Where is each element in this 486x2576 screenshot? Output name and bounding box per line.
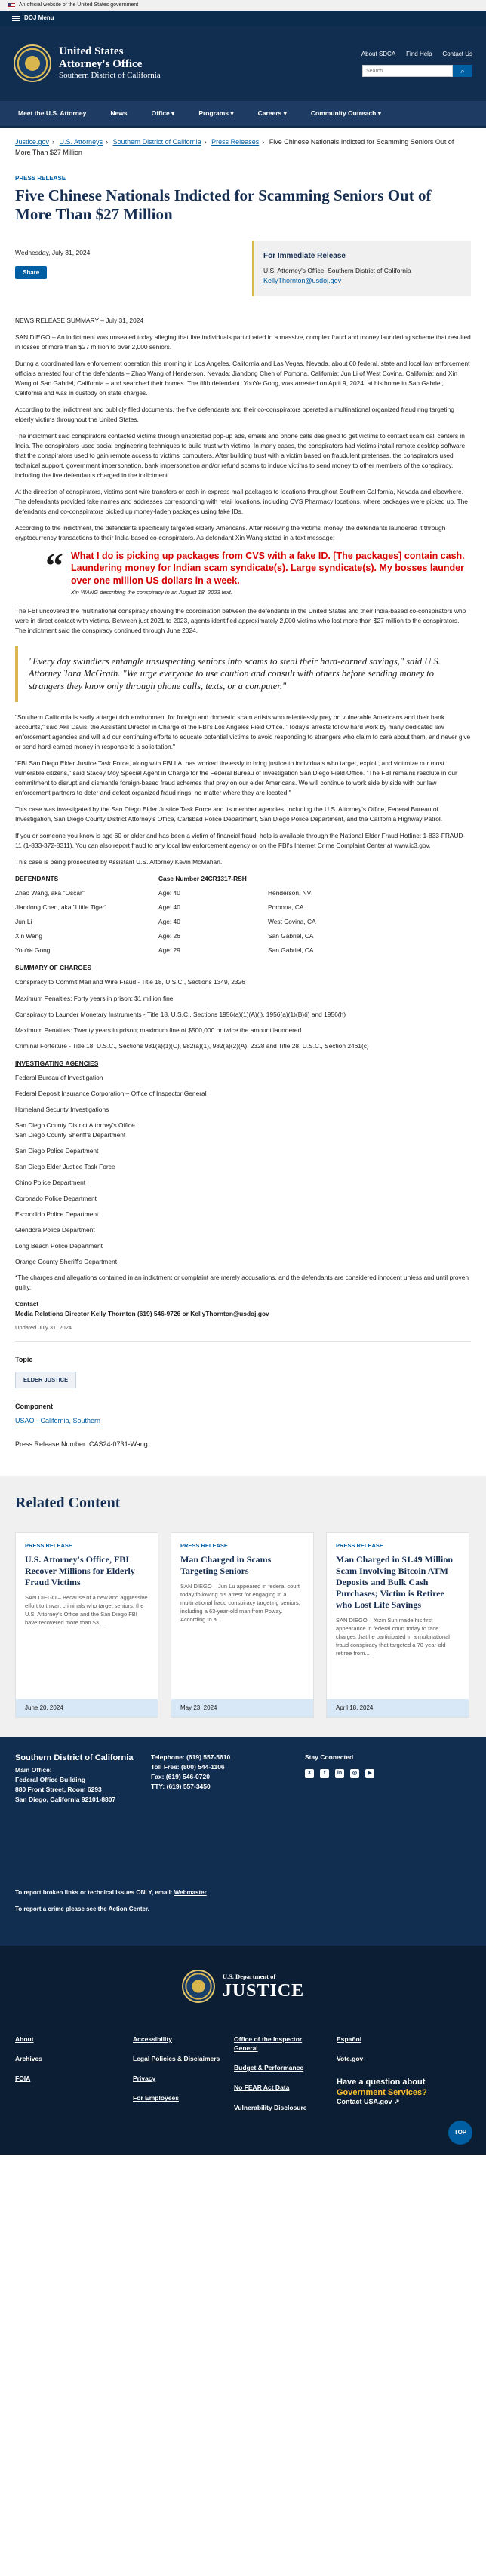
list-item: San Diego County Sheriff's Department <box>15 1130 126 1139</box>
contact-text: Media Relations Director Kelly Thornton (619) 546-9726 or KellyThornton@usdoj.gov <box>15 1309 269 1317</box>
x-icon[interactable]: X <box>305 1769 314 1778</box>
footer-address <box>15 1765 471 1804</box>
defendant-name: YouYe Gong <box>15 946 51 955</box>
defendant-city: Pomona, CA <box>268 903 304 912</box>
phone-line: TTY: (619) 557-3450 <box>151 1783 211 1791</box>
article-paragraph: SAN DIEGO – An indictment was unsealed today alleging that five individuals participated in a massive, complex fraud and money laundering scheme that resulted in losses of more than $27 million to over 2,000 seniors. <box>15 333 471 351</box>
phone-line: Toll Free: (800) 544-1106 <box>151 1762 225 1771</box>
defendant-city: San Gabriel, CA <box>268 932 314 940</box>
address-line: San Diego, California 92101-8807 <box>15 1795 116 1803</box>
footer-link-oig[interactable]: Office of the Inspector General <box>234 2035 303 2052</box>
instagram-icon[interactable]: ◎ <box>350 1769 359 1778</box>
disclaimer: *The charges and allegations contained in an indictment or complaint are merely accusations, and the defendants are considered innocent unless and until proven guilty. <box>15 1273 469 1291</box>
contact-us-link[interactable]: Contact Us <box>442 51 472 57</box>
list-item: Orange County Sheriff's Department <box>15 1257 118 1265</box>
list-item: Coronado Police Department <box>15 1194 97 1202</box>
footer-links <box>0 2027 486 2155</box>
card-date: April 18, 2024 <box>327 1699 469 1717</box>
contact-heading: Contact <box>15 1299 39 1308</box>
footer-link-accessibility[interactable]: Accessibility <box>133 2035 172 2043</box>
card-label: PRESS RELEASE <box>180 1541 228 1549</box>
agencies-heading: INVESTIGATING AGENCIES <box>15 1059 99 1067</box>
article-paragraph: This case is being prosecuted by Assistant U.S. Attorney Kevin McMahan. <box>15 858 223 866</box>
defendant-age: Age: 40 <box>158 889 180 897</box>
table-row <box>15 946 471 955</box>
doj-wordmark-line2: JUSTICE <box>222 1980 305 2001</box>
article-label: PRESS RELEASE <box>15 175 66 182</box>
list-item: San Diego Police Department <box>15 1146 99 1155</box>
card-title[interactable]: Man Charged in Scams Targeting Seniors <box>180 1554 272 1577</box>
footer-link-espanol[interactable]: Español <box>337 2035 362 2043</box>
case-number: Case Number 24CR1317-RSH <box>158 875 247 883</box>
related-heading: Related Content <box>15 1494 121 1511</box>
footer-contact <box>151 1753 230 1792</box>
article-paragraph: "FBI San Diego Elder Justice Task Force, along with FBI LA, has worked tirelessly to bring justice to individuals who target, exploit, and victimize our most vulnerable citizens," said Stacey Moy Special Agent in Charge for the Federal Bureau of Investigation San Diego Field Office. "The FBI remains resolute in our commitment to disrupt and dismantle foreign-based fraud schemes that prey on our elder Americans. We will continue to work side by side with our law enforcement partners to deter and defeat organized fraud rings, no matter where they are located." <box>15 759 457 797</box>
us-flag-icon <box>8 3 15 8</box>
footer-link-no-fear[interactable]: No FEAR Act Data <box>234 2084 290 2092</box>
footer-link-budget[interactable]: Budget & Performance <box>234 2064 304 2072</box>
article-paragraph: "Southern California is sadly a target rich environment for foreign and domestic scam artists who relentlessly prey on vulnerable Americans and their bank accounts," said Akil Davis, the Assistant Director in Charge of the FBI's Los Angeles Field Office. "Today's arrests follow hard work by many dedicated law enforcement agencies and will aid our continuing efforts to educate potential victims to avoid responding to strangers who claim to care about them, and never give or send hard-earned money in response to a solicitation." <box>15 713 471 751</box>
press-release-number: Press Release Number: CAS24-0731-Wang <box>15 1440 148 1449</box>
card-date: May 23, 2024 <box>171 1699 313 1717</box>
search-form <box>362 65 472 77</box>
doj-seal-logo[interactable] <box>182 1970 215 2003</box>
list-item: Escondido Police Department <box>15 1210 99 1218</box>
card-label: PRESS RELEASE <box>336 1541 383 1549</box>
stay-connected-label: Stay Connected <box>305 1753 354 1761</box>
doj-footer-brand <box>0 1946 486 2027</box>
phone-line: Fax: (619) 546-0720 <box>151 1772 210 1780</box>
site-title[interactable] <box>59 45 161 81</box>
footer-link-employees[interactable]: For Employees <box>133 2094 179 2102</box>
article-paragraph: At the direction of conspirators, victims sent wire transfers or cash in express mail packages to locations throughout Southern California, Nevada and elsewhere. The defendants provided fake names and addresses corresponding with retail locations, including CVS Pharmacy locations, where packages were picked up. The defendants and co-conspirators picked up money-laden packages using fake IDs. <box>15 488 468 516</box>
footer-link-about[interactable]: About <box>15 2035 34 2043</box>
list-item: Maximum Penalties: Forty years in prison; $1 million fine <box>15 994 174 1002</box>
footer-col-4 <box>337 2035 363 2075</box>
search-button[interactable]: ⌕ <box>453 65 472 77</box>
list-item: Chino Police Department <box>15 1178 86 1186</box>
card-title[interactable]: Man Charged in $1.49 Million Scam Involving Bitcoin ATM Deposits and Bulk Cash Purchases; Victim is Retiree who Lost Life Savings <box>336 1554 454 1611</box>
address-line: Main Office: <box>15 1766 52 1774</box>
site-title-line1: United States <box>59 45 124 58</box>
main-nav <box>0 101 486 128</box>
linkedin-icon[interactable]: in <box>335 1769 344 1778</box>
article-paragraph: According to the indictment, the defendants specifically targeted elderly Americans. After receiving the victims' money, the defendants laundered it through cryptocurrency transactions to their India-based co-conspirators. As defendant Xin Wang stated in a text message: <box>15 524 446 542</box>
card-description: SAN DIEGO – Jun Lu appeared in federal court today following his arrest for engaging in a multinational fraud conspiracy targeting seniors, including a 63-year-old man from Poway. According to a... <box>180 1583 300 1623</box>
footer-link-privacy[interactable]: Privacy <box>133 2075 156 2083</box>
release-heading: For Immediate Release <box>263 251 346 260</box>
defendant-city: San Gabriel, CA <box>268 946 314 955</box>
list-item: Federal Deposit Insurance Corporation – Office of Inspector General <box>15 1089 207 1097</box>
updated-date: Updated July 31, 2024 <box>15 1323 72 1331</box>
address-line: 880 Front Street, Room 6293 <box>15 1785 102 1793</box>
doj-seal-logo[interactable] <box>14 44 51 82</box>
charges-heading: SUMMARY OF CHARGES <box>15 964 91 972</box>
pull-quote: "Every day swindlers entangle unsuspecting seniors into scams to steal their hard-earned savings," said U.S. Attorney Tara McGrath. "We urge everyone to use caution and consult with others before sending money to strangers they know only through phone calls, texts, or a computer." <box>15 646 471 703</box>
component-link[interactable]: USAO - California, Southern <box>15 1417 101 1425</box>
defendants-table <box>15 874 471 955</box>
footer-col-2 <box>133 2035 220 2114</box>
list-item: Criminal Forfeiture - Title 18, U.S.C., Sections 981(a)(1)(C), 982(a)(1), 982(a)(2)(A), 2328 and Title 28, U.S.C., Section 2461(c) <box>15 1041 369 1050</box>
site-title-line2: Attorney's Office <box>59 57 143 70</box>
list-item: Long Beach Police Department <box>15 1241 103 1250</box>
doj-wordmark-line1: U.S. Department of <box>222 1973 276 1981</box>
list-item: Glendora Police Department <box>15 1225 95 1234</box>
release-office: U.S. Attorney's Office, Southern District of California <box>263 267 411 275</box>
back-to-top-button[interactable]: TOP <box>448 2121 472 2145</box>
doj-menu-button[interactable] <box>0 11 486 26</box>
article-paragraph: The FBI uncovered the multinational conspiracy showing the coordination between the defendants in the United States and their India-based co-conspirators who were in direct contact with victims. Between just 2021 to 2023, agents identified approximately 2,000 victims who lost more than $27 million to the conspirators. The indictment said the conspiracy continued through June 2024. <box>15 606 466 634</box>
stay-connected <box>305 1753 374 1778</box>
summary-label: NEWS RELEASE SUMMARY <box>15 316 99 324</box>
topic-heading: Topic <box>15 1356 33 1364</box>
breadcrumb-separator: › <box>204 138 207 146</box>
facebook-icon[interactable]: f <box>320 1769 329 1778</box>
contact-usa-gov-link[interactable]: Contact USA.gov ↗ <box>337 2098 400 2106</box>
footer-link-foia[interactable]: FOIA <box>15 2075 31 2083</box>
related-card[interactable] <box>326 1532 469 1718</box>
text-message-quote-text: What I do is picking up packages from CVS with a fake ID. [The packages] contain cash. Laundering money for Indian scam syndicate(s). Large syndicate(s). My bosses launder over one million US dollars in a week. <box>71 550 465 586</box>
card-date: June 20, 2024 <box>16 1699 158 1717</box>
list-item: Maximum Penalties: Twenty years in prison; maximum fine of $500,000 or twice the amount laundered <box>15 1026 302 1034</box>
defendant-city: Henderson, NV <box>268 889 312 897</box>
footer-col-1 <box>15 2035 42 2094</box>
search-input[interactable] <box>362 65 453 77</box>
report-crime: To report a crime please see the Action Center. <box>15 1905 149 1912</box>
breadcrumb-separator: › <box>262 138 265 146</box>
doj-menu-label: DOJ Menu <box>24 14 54 22</box>
list-item: San Diego Elder Justice Task Force <box>15 1162 115 1170</box>
doj-wordmark[interactable] <box>223 1972 304 1999</box>
defendant-name: Jun Li <box>15 918 32 926</box>
breadcrumb-current: Five Chinese Nationals Indicted for Scamming Seniors Out of More Than $27 Million <box>15 138 454 156</box>
card-description: SAN DIEGO – Xizin Sun made his first appearance in federal court today to face charges that he participated in a multinational fraud conspiracy that targeted a 70-year-old retiree from... <box>336 1617 450 1657</box>
defendants-header <box>15 874 471 884</box>
breadcrumb-justice[interactable]: Justice.gov <box>15 138 50 146</box>
nav-news[interactable]: News <box>110 109 128 118</box>
breadcrumb-press-releases[interactable]: Press Releases <box>211 138 260 146</box>
header-links <box>361 50 472 59</box>
breadcrumb-separator: › <box>106 138 109 146</box>
webmaster-link[interactable]: Webmaster <box>174 1888 207 1896</box>
site-title-line3: Southern District of California <box>59 71 161 81</box>
gov-banner-text: An official website of the United States government <box>19 2 139 8</box>
quote-mark-icon: “ <box>45 546 63 587</box>
defendants-label: DEFENDANTS <box>15 875 59 883</box>
government-services-question <box>337 2077 427 2107</box>
footer-link-vulnerability[interactable]: Vulnerability Disclosure <box>234 2103 307 2111</box>
about-link[interactable]: About SDCA <box>361 51 396 57</box>
office-footer <box>0 1737 486 1946</box>
nav-community-outreach[interactable]: Community Outreach ▾ <box>310 109 381 118</box>
defendant-age: Age: 40 <box>158 903 180 912</box>
defendant-city: West Covina, CA <box>268 918 316 926</box>
summary-line <box>15 316 471 326</box>
breadcrumb <box>0 128 486 158</box>
defendant-name: Xin Wang <box>15 932 42 940</box>
divider <box>15 1341 471 1342</box>
report-info <box>15 1888 207 1914</box>
breadcrumb-separator: › <box>52 138 55 146</box>
footer-col-3 <box>234 2035 325 2124</box>
nav-office[interactable]: Office ▾ <box>151 109 175 118</box>
report-broken-links: To report broken links or technical issues ONLY, email: <box>15 1888 174 1896</box>
nav-programs[interactable]: Programs ▾ <box>198 109 234 118</box>
nav-careers[interactable]: Careers ▾ <box>257 109 287 118</box>
table-row <box>15 888 471 898</box>
footer-link-vote[interactable]: Vote.gov <box>337 2054 364 2062</box>
defendant-age: Age: 29 <box>158 946 180 955</box>
article <box>0 174 486 1450</box>
article-paragraph: If you or someone you know is age 60 or older and has been a victim of financial fraud, help is available through the National Elder Fraud Hotline: 1-833-FRAUD-11 (1-833-372-8311). You can also report fraud to any local law enforcement agency or on the FBI's Internet Crime Complaint Center at www.ic3.gov. <box>15 832 466 850</box>
topic-tag[interactable]: ELDER JUSTICE <box>15 1372 76 1389</box>
find-help-link[interactable]: Find Help <box>406 51 432 57</box>
social-icons <box>305 1769 374 1778</box>
defendant-age: Age: 26 <box>158 932 180 940</box>
article-paragraph: The indictment said conspirators contacted victims through unsolicited pop-up ads, emails and phone calls designed to get victims to contact scam call centers in India. The conspirators used social engineering techniques to build trust with victims. In many cases, the conspirators had victims install remote desktop software that the conspirators used to gain remote access to victims' computers. After building trust with a victim based on fraudulent pretenses, the conspirators used technical support, government impersonation, bank impersonation and/or refund scams to induce victims to send money to other members of the conspiracy, including the five defendants charged in the indictment. <box>15 431 466 480</box>
phone-line: Telephone: (619) 557-5610 <box>151 1753 231 1761</box>
text-message-quote-attribution: Xin WANG describing the conspiracy in an August 18, 2023 text. <box>71 588 232 596</box>
list-item: Conspiracy to Commit Mail and Wire Fraud - Title 18, U.S.C., Sections 1349, 2326 <box>15 978 245 986</box>
table-row <box>15 931 471 941</box>
article-meta-row <box>15 241 471 296</box>
card-label: PRESS RELEASE <box>25 1541 72 1549</box>
article-paragraph: This case was investigated by the San Diego Elder Justice Task Force and its member agencies, including the U.S. Attorney's Office, Federal Bureau of Investigation, San Diego County District Attorney's Office, Carlsbad Police Department, San Diego Police Department, and the California Highway Patrol. <box>15 805 443 823</box>
list-item: Federal Bureau of Investigation <box>15 1073 103 1081</box>
card-title[interactable]: U.S. Attorney's Office, FBI Recover Millions for Elderly Fraud Victims <box>25 1554 135 1588</box>
defendant-name: Jiandong Chen, aka "Little Tiger" <box>15 903 107 912</box>
breadcrumb-us-attorneys[interactable]: U.S. Attorneys <box>59 138 103 146</box>
related-card[interactable] <box>15 1532 158 1718</box>
card-description: SAN DIEGO – Because of a new and aggressive effort to thwart criminals who target seniors, the U.S. Attorney's Office and the San Diego FBI have recovered more than $3... <box>25 1594 148 1627</box>
address-line: Federal Office Building <box>15 1776 86 1784</box>
article-body <box>15 316 471 1332</box>
summary-date: – July 31, 2024 <box>98 316 144 324</box>
faq-line2: Government Services? <box>337 2087 427 2097</box>
faq-line1: Have a question about <box>337 2077 426 2087</box>
footer-link-legal[interactable]: Legal Policies & Disclaimers <box>133 2054 220 2062</box>
release-email-link[interactable]: KellyThornton@usdoj.gov <box>263 276 342 284</box>
component-heading: Component <box>15 1403 53 1411</box>
defendant-name: Zhao Wang, aka "Oscar" <box>15 889 85 897</box>
related-content <box>0 1476 486 1737</box>
article-paragraph: According to the indictment and publicly filed documents, the five defendants and their co-conspirators operated a multinational organized fraud ring targeting elderly victims throughout the United States. <box>15 405 454 423</box>
table-row <box>15 903 471 912</box>
release-box <box>252 241 471 296</box>
nav-meet-attorney[interactable]: Meet the U.S. Attorney <box>18 109 87 118</box>
related-card[interactable] <box>171 1532 314 1718</box>
youtube-icon[interactable]: ▶ <box>365 1769 374 1778</box>
article-paragraph: During a coordinated law enforcement operation this morning in Los Angeles, California and Las Vegas, Nevada, about 60 federal, state and local law enforcement officials arrested four of the defendants – Zhao Wang of Henderson, Nevada; Jiandong Chen of Pomona, California; Jun Li of West Covina, California; and Xin Wang of San Gabriel, California – and searched their homes. The fifth defendant, YouYe Gong, was arrested on April 9, 2024, at his home in San Gabriel, California and was in custody on state charges. <box>15 359 470 397</box>
related-cards <box>15 1532 471 1718</box>
page-title: Five Chinese Nationals Indicted for Scamming Seniors Out of More Than $27 Million <box>15 186 432 223</box>
share-button[interactable]: Share <box>15 266 47 279</box>
article-date: Wednesday, July 31, 2024 <box>15 248 91 256</box>
text-message-quote <box>45 546 471 596</box>
gov-banner <box>0 0 486 11</box>
menu-icon <box>12 16 20 21</box>
list-item: San Diego County District Attorney's Office <box>15 1121 135 1129</box>
breadcrumb-sdca[interactable]: Southern District of California <box>112 138 201 146</box>
footer-link-archives[interactable]: Archives <box>15 2054 42 2062</box>
defendant-age: Age: 40 <box>158 918 180 926</box>
table-row <box>15 917 471 927</box>
footer-brand: Southern District of California <box>15 1753 134 1762</box>
list-item: Conspiracy to Launder Monetary Instruments - Title 18, U.S.C., Sections 1956(a)(1)(A)(i), 1956(a)(1)(B)(i) and 1956(h) <box>15 1010 346 1018</box>
site-header <box>0 26 486 101</box>
list-item: Homeland Security Investigations <box>15 1105 109 1113</box>
